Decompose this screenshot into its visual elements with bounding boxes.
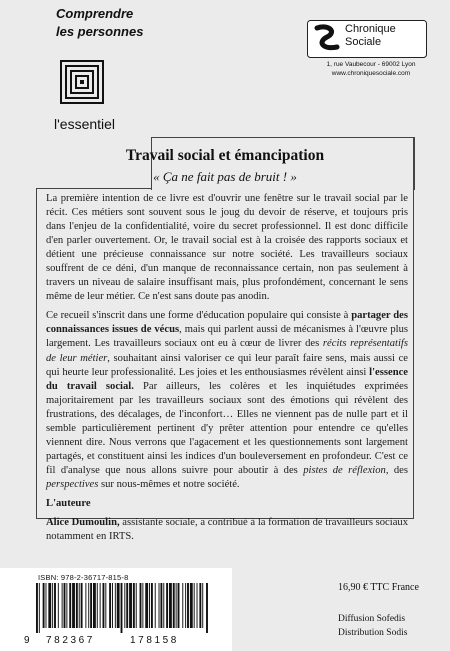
publisher-name <box>345 23 435 49</box>
text-run: , souhaitant ainsi valoriser ce qui leur paraît faire sens, mais aussi ce qui heurte leur professionalité. Les joies et les enthousiasmes révèlent ainsi <box>46 352 408 378</box>
distribution-info <box>338 612 407 640</box>
barcode-digits-right: 178158 <box>130 635 179 646</box>
blurb-paragraph-2 <box>46 309 408 492</box>
collection-name <box>56 5 166 41</box>
text-run: , des <box>385 464 409 476</box>
price: 16,90 € TTC France <box>338 582 419 593</box>
isbn: ISBN: 978-2-36717-815-8 <box>38 573 129 582</box>
distribution: Distribution Sodis <box>338 628 408 638</box>
text-run: Par ailleurs, les colères et les inquiétudes exprimées majoritairement par les travailleurs sociaux sont des émotions qui révèlent des frustrations, des décalages, de l'inconfort… Elles ne viennent pas de nulle part et il semble particulièrement pertinent d'y prêter attention pour entendre ce qu'elles viennent dire. Nous verrons que l'agacement et les questionnements sont largement partagés, et constituent ainsi les indices d'un bouleversement en profondeur. C'est ce fil d'analyse que nous allons suivre pour aboutir à des <box>46 380 408 476</box>
emphasis-bold: l'essence du travail social. <box>46 366 408 392</box>
barcode <box>32 583 212 633</box>
emphasis-italic: récits représentatifs de leur métier <box>46 338 408 364</box>
text-run: , mais qui parlent aussi de mécanismes à l'œuvre plus largement. Les travailleurs sociaux ont eu à cœur de livrer des <box>46 324 408 350</box>
author-heading: L'auteure <box>46 497 91 509</box>
frame-divider <box>413 137 414 518</box>
frame-divider <box>36 188 151 189</box>
blurb-paragraph-1: La première intention de ce livre est d'ouvrir une fenêtre sur le travail social par le récit. Ces métiers sont souvent sous le joug du devoir de réserve, et toujours pris dans l'enjeu de la confidentialité, voire du secret professionnel. Il est donc difficile d'en parler ouvertement. Or, le travail social est à la croisée des rapports sociaux et détient une précieuse connaissance sur notre société. Les travailleurs sociaux souffrent de ce déni, d'un manque de reconnaissance certain, non pas seulement à travers un niveau de salaire insuffisant mais, plus profondément, concernant le sens même de leur métier. Ce n'est sans doute pas anodin. <box>46 193 408 303</box>
text-run: sur nous-mêmes et notre société. <box>98 478 240 490</box>
barcode-digit-first: 9 <box>24 635 30 646</box>
publisher-name-line-2: Sociale <box>345 36 382 48</box>
diffusion: Diffusion Sofedis <box>338 614 406 624</box>
emphasis-italic: perspectives <box>46 478 99 490</box>
author-name: Alice Dumoulin, <box>46 517 120 529</box>
frame-divider <box>36 188 37 518</box>
publisher-name-line-1: Chronique <box>345 23 396 35</box>
book-title: Travail social et émancipation <box>125 147 325 164</box>
publisher-website: www.chroniquesociale.com <box>331 70 411 77</box>
series-name: l'essentiel <box>54 116 116 132</box>
author-bio <box>46 516 408 544</box>
book-subtitle: « Ça ne fait pas de bruit ! » <box>153 169 297 184</box>
emphasis-italic: pistes de réflexion <box>303 464 386 476</box>
collection-logo-icon <box>60 60 104 104</box>
collection-line-1: Comprendre <box>56 6 134 21</box>
emphasis-bold: partager des connaissances issues de vécus <box>46 310 409 336</box>
author-description: assistante sociale, a contribué à la formation de travailleurs sociaux notamment en IRTS. <box>46 517 408 543</box>
collection-line-2: les personnes <box>56 24 144 39</box>
publisher-address <box>296 60 446 78</box>
publisher-street: 1, rue Vaubecour - 69002 Lyon <box>326 61 416 68</box>
barcode-digits-left: 782367 <box>46 635 95 646</box>
blurb <box>46 192 408 549</box>
text-run: Ce recueil s'inscrit dans une forme d'éducation populaire qui consiste à <box>46 310 352 322</box>
